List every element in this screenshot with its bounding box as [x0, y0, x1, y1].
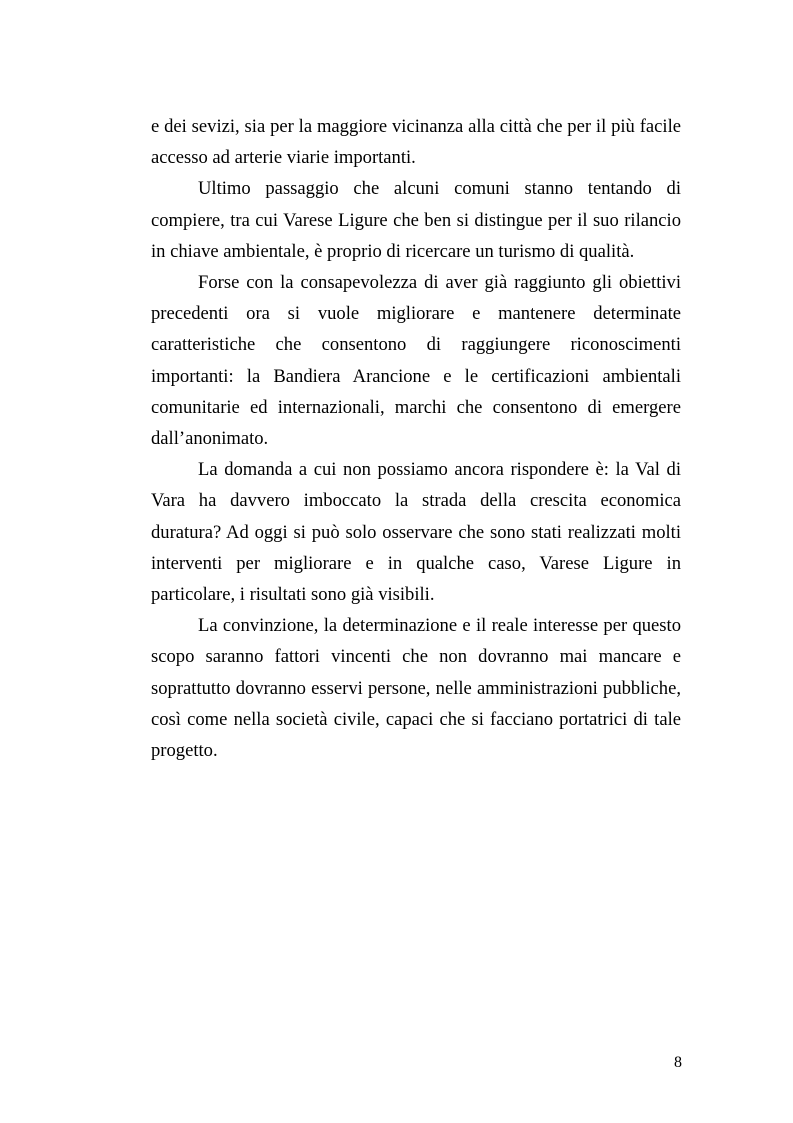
paragraph-val-di-vara: La domanda a cui non possiamo ancora rispondere è: la Val di Vara ha davvero imboccato la strada della crescita economica duratura? Ad oggi si può solo osservare che sono stati realizzati molti interventi per migliorare e in qualche caso, Varese Ligure in particolare, i risultati sono già visibili. [151, 459, 681, 606]
body-text [151, 111, 681, 766]
paragraph-turismo-qualita: Ultimo passaggio che alcuni comuni stanno tentando di compiere, tra cui Varese Ligure che ben si distingue per il suo rilancio in chiave ambientale, è proprio di ricercare un turismo di qualità. [151, 178, 681, 262]
paragraph-continuation: e dei sevizi, sia per la maggiore vicinanza alla città che per il più facile accesso ad arterie viarie importanti. [151, 116, 681, 169]
paragraph-conclusione: La convinzione, la determinazione e il reale interesse per questo scopo saranno fattori vincenti che non dovranno mai mancare e soprattutto dovranno esservi persone, nelle amministrazioni pubbliche, così come nella società civile, capaci che si facciano portatrici di tale progetto. [151, 615, 681, 762]
paragraph-riconoscimenti: Forse con la consapevolezza di aver già raggiunto gli obiettivi precedenti ora si vuole migliorare e mantenere determinate caratteristiche che consentono di raggiungere riconoscimenti importanti: la Bandiera Arancione e le certificazioni ambientali comunitarie ed internazionali, marchi che consentono di emergere dall’anonimato. [151, 272, 681, 450]
page-number: 8 [674, 1054, 682, 1071]
